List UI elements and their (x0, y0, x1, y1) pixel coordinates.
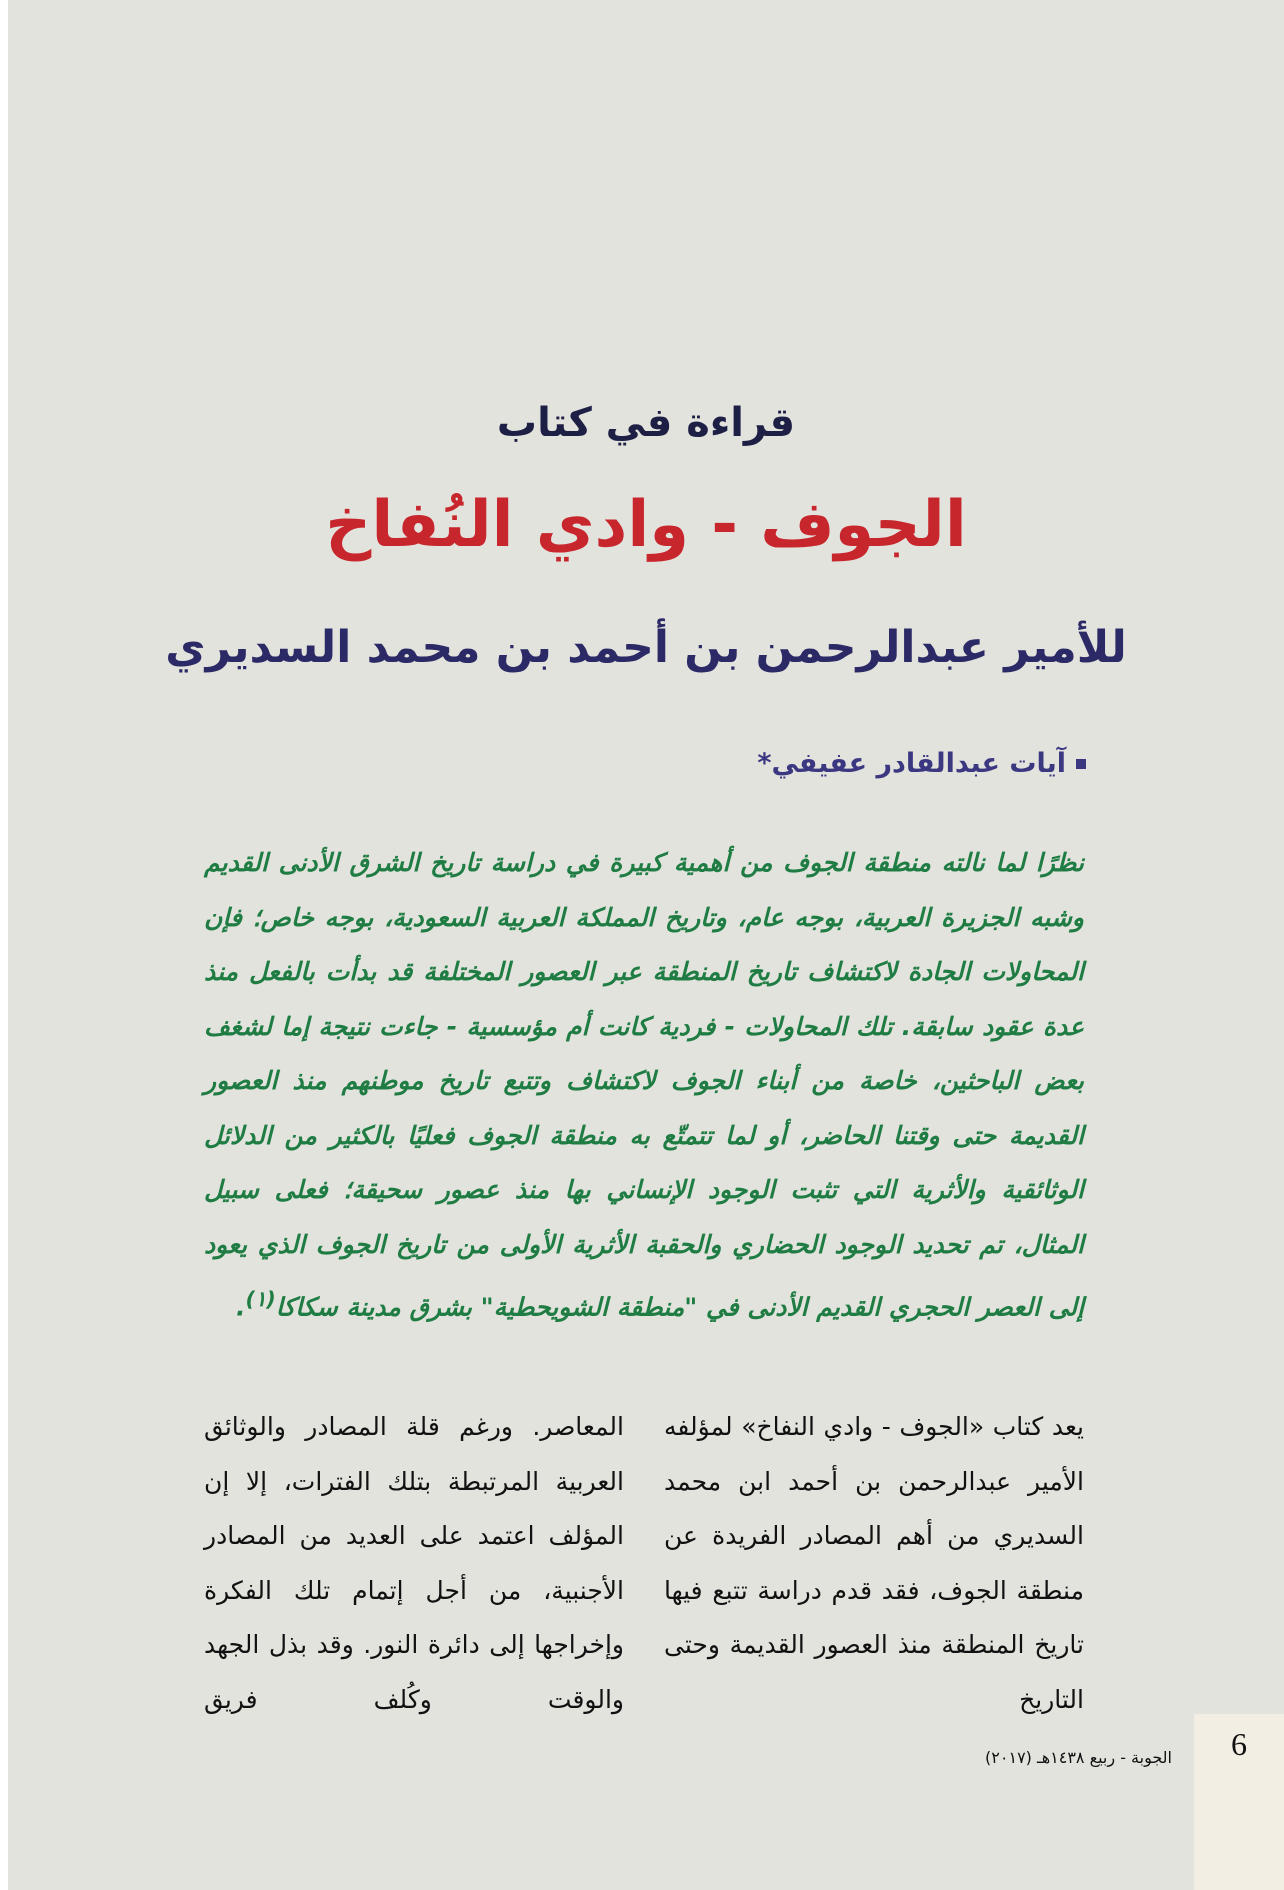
magazine-page (8, 0, 1284, 1890)
title-author: للأمير عبدالرحمن بن أحمد بن محمد السديري (165, 622, 1127, 673)
footnote-ref: (١) (245, 1287, 276, 1311)
abstract-paragraph (204, 836, 1084, 1335)
issue-info: الجوبة - ربيع ١٤٣٨هـ (٢٠١٧) (985, 1748, 1172, 1767)
page-number: 6 (1231, 1726, 1247, 1762)
body-columns (204, 1400, 1084, 1727)
body-column-left: المعاصر. ورغم قلة المصادر والوثائق العربية المرتبطة بتلك الفترات، إلا إن المؤلف اعتمد على العديد من المصادر الأجنبية، من أجل إتمام تلك الفكرة وإخراجها إلى دائرة النور. وقد بذل الجهد والوقت وكُلف فريق (204, 1412, 624, 1714)
title-main: الجوف - وادي النُفاخ (325, 488, 967, 562)
byline (757, 748, 1086, 779)
byline-author: آيات عبدالقادر عفيفي* (757, 748, 1066, 779)
bullet-square-icon (1076, 759, 1086, 769)
body-column-right: يعد كتاب «الجوف - وادي النفاخ» لمؤلفه الأمير عبدالرحمن بن أحمد ابن محمد السديري من أهم المصادر الفريدة عن منطقة الجوف، فقد قدم دراسة تتبع فيها تاريخ المنطقة منذ العصور القديمة وحتى التاريخ (664, 1412, 1084, 1714)
title-intro: قراءة في كتاب (496, 400, 796, 446)
abstract-text: نظرًا لما نالته منطقة الجوف من أهمية كبيرة في دراسة تاريخ الشرق الأدنى القديم وشبه الجزيرة العربية، بوجه عام، وتاريخ المملكة العربية السعودية، بوجه خاص؛ فإن المحاولات الجادة لاكتشاف تاريخ المنطقة عبر العصور المختلفة قد بدأت بالفعل منذ عدة عقود سابقة. تلك المحاولات - فردية كانت أم مؤسسية - جاءت نتيجة إما لشغف بعض الباحثين، خاصة من أبناء الجوف لاكتشاف وتتبع تاريخ موطنهم منذ العصور القديمة حتى وقتنا الحاضر، أو لما تتمتّع به منطقة الجوف فعليًا بالكثير من الدلائل الوثائقية والأثرية التي تثبت الوجود الإنساني بها منذ عصور سحيقة؛ فعلى سبيل المثال، تم تحديد الوجود الحضاري والحقبة الأثرية الأولى من تاريخ الجوف الذي يعود إلى العصر الحجري القديم الأدنى في "منطقة الشويحطية" بشرق مدينة سكاكا (204, 848, 1084, 1322)
abstract-end: . (236, 1292, 246, 1322)
